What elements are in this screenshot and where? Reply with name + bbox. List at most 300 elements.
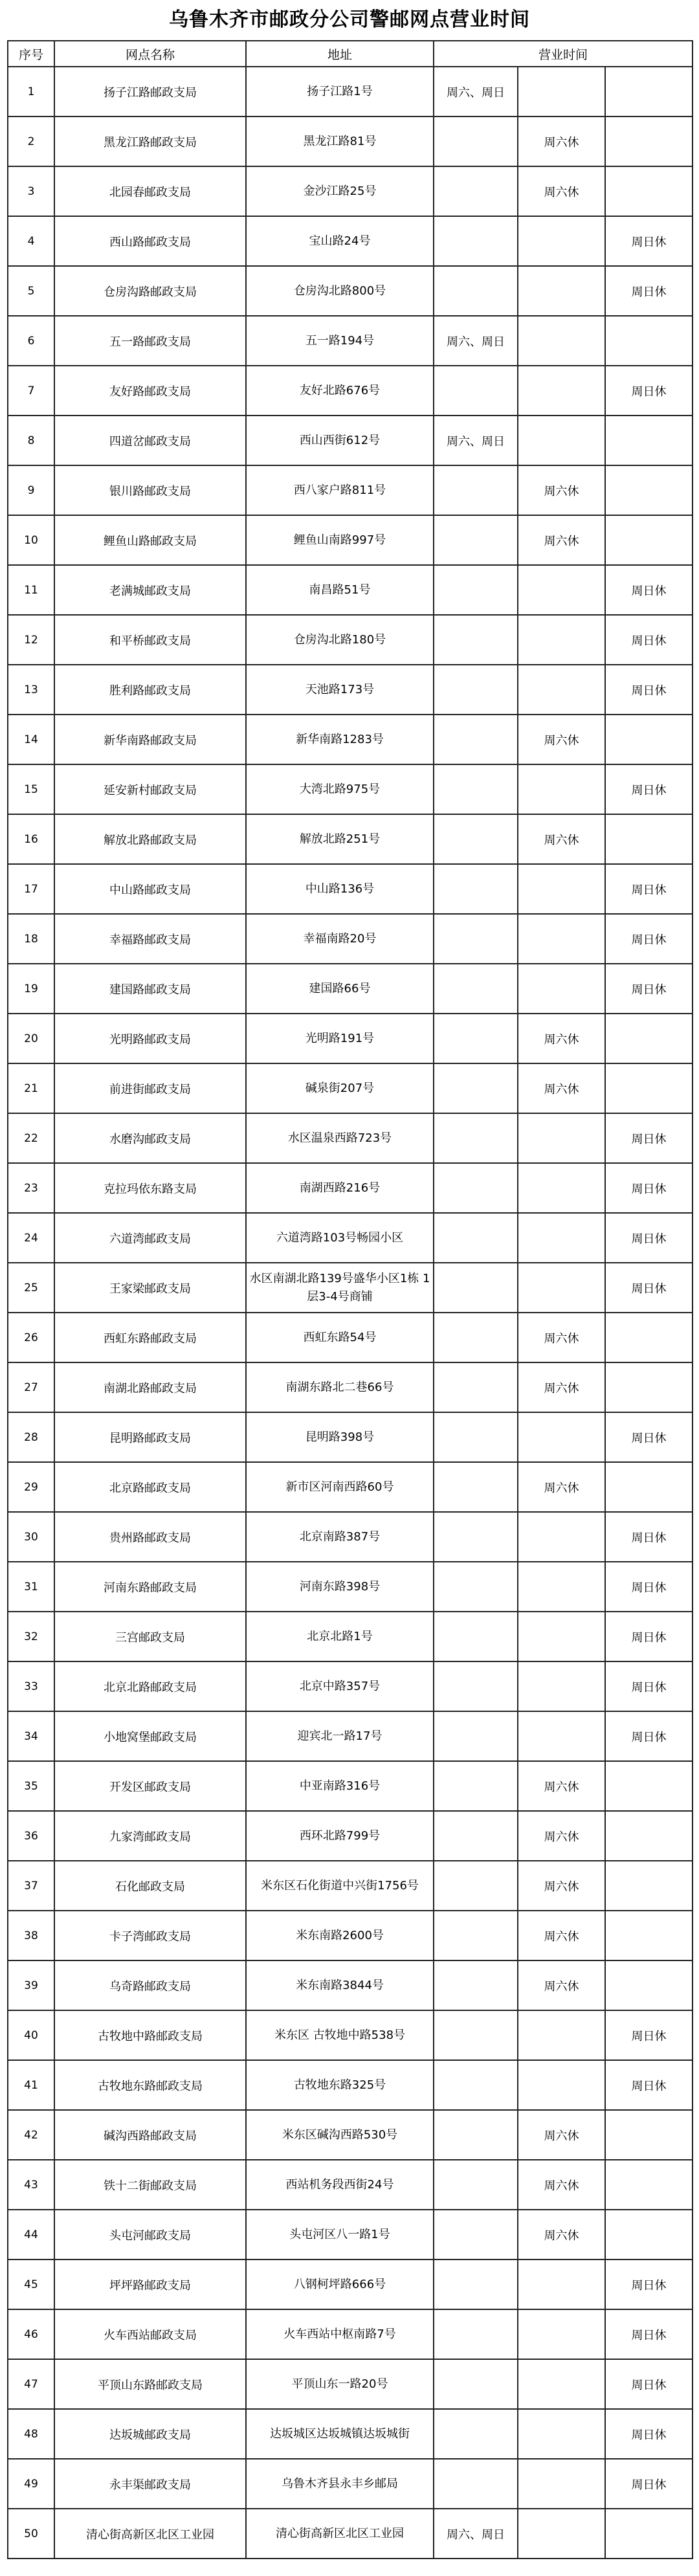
- hours-saturday-closed: 周六休: [518, 1911, 605, 1960]
- hours-saturday-closed: 周六休: [518, 1063, 605, 1113]
- table-row: [8, 216, 693, 266]
- branch-address: 北京中路357号: [246, 1661, 434, 1711]
- branch-name: 南湖北路邮政支局: [54, 1362, 246, 1412]
- row-number: 21: [8, 1063, 54, 1113]
- hours-sunday-closed: 周日休: [605, 2060, 693, 2110]
- branch-address: 南湖东路北二巷66号: [246, 1362, 434, 1412]
- branch-address: 米东区碱沟西路530号: [246, 2110, 434, 2160]
- row-number: 31: [8, 1562, 54, 1612]
- row-number: 24: [8, 1213, 54, 1263]
- hours-weekend: 周六、周日: [434, 416, 518, 465]
- branch-name: 五一路邮政支局: [54, 316, 246, 366]
- branch-address: 火车西站中枢南路7号: [246, 2309, 434, 2359]
- hours-sunday-closed: 周日休: [605, 1163, 693, 1213]
- hours-weekend: [434, 1362, 518, 1412]
- row-number: 39: [8, 1960, 54, 2010]
- branch-name: 铁十二街邮政支局: [54, 2160, 246, 2210]
- branch-address: 金沙江路25号: [246, 166, 434, 216]
- table-row: [8, 416, 693, 465]
- row-number: 20: [8, 1014, 54, 1063]
- table-row: [8, 2260, 693, 2309]
- hours-weekend: [434, 1911, 518, 1960]
- hours-saturday-closed: 周六休: [518, 814, 605, 864]
- hours-weekend: [434, 615, 518, 665]
- row-number: 32: [8, 1612, 54, 1661]
- hours-saturday-closed: 周六休: [518, 1362, 605, 1412]
- hours-saturday-closed: [518, 2509, 605, 2559]
- branch-name: 四道岔邮政支局: [54, 416, 246, 465]
- row-number: 38: [8, 1911, 54, 1960]
- branch-name: 火车西站邮政支局: [54, 2309, 246, 2359]
- branch-name: 王家梁邮政支局: [54, 1263, 246, 1313]
- hours-saturday-closed: 周六休: [518, 2210, 605, 2260]
- hours-weekend: [434, 1761, 518, 1811]
- hours-saturday-closed: [518, 316, 605, 366]
- hours-sunday-closed: 周日休: [605, 1412, 693, 1462]
- hours-saturday-closed: [518, 2010, 605, 2060]
- branch-name: 建国路邮政支局: [54, 964, 246, 1014]
- hours-weekend: [434, 665, 518, 715]
- hours-weekend: [434, 2260, 518, 2309]
- hours-sunday-closed: 周日休: [605, 914, 693, 964]
- row-number: 33: [8, 1661, 54, 1711]
- row-number: 6: [8, 316, 54, 366]
- header-name: 网点名称: [54, 41, 246, 67]
- hours-sunday-closed: 周日休: [605, 1612, 693, 1661]
- branch-name: 前进街邮政支局: [54, 1063, 246, 1113]
- table-row: [8, 1412, 693, 1462]
- hours-saturday-closed: 周六休: [518, 715, 605, 764]
- branch-address: 西山西街612号: [246, 416, 434, 465]
- hours-weekend: [434, 1412, 518, 1462]
- branch-address: 水区南湖北路139号盛华小区1栋 1层3-4号商铺: [246, 1263, 434, 1313]
- table-row: [8, 964, 693, 1014]
- hours-weekend: [434, 565, 518, 615]
- branch-name: 胜利路邮政支局: [54, 665, 246, 715]
- hours-saturday-closed: [518, 665, 605, 715]
- table-row: [8, 2010, 693, 2060]
- branch-name: 平顶山东路邮政支局: [54, 2359, 246, 2409]
- hours-weekend: 周六、周日: [434, 316, 518, 366]
- branch-name: 古牧地东路邮政支局: [54, 2060, 246, 2110]
- branch-address: 碱泉街207号: [246, 1063, 434, 1113]
- table-row: [8, 1263, 693, 1313]
- branch-name: 新华南路邮政支局: [54, 715, 246, 764]
- row-number: 2: [8, 117, 54, 166]
- hours-weekend: [434, 1960, 518, 2010]
- hours-weekend: [434, 864, 518, 914]
- hours-sunday-closed: [605, 1960, 693, 2010]
- branch-address: 西八家户路811号: [246, 465, 434, 515]
- hours-sunday-closed: 周日休: [605, 2309, 693, 2359]
- row-number: 10: [8, 515, 54, 565]
- branch-name: 永丰渠邮政支局: [54, 2459, 246, 2509]
- table-row: [8, 1213, 693, 1263]
- hours-weekend: [434, 1661, 518, 1711]
- row-number: 40: [8, 2010, 54, 2060]
- table-row: [8, 67, 693, 117]
- hours-sunday-closed: 周日休: [605, 2359, 693, 2409]
- hours-saturday-closed: [518, 764, 605, 814]
- hours-sunday-closed: [605, 316, 693, 366]
- hours-saturday-closed: 周六休: [518, 2110, 605, 2160]
- branch-address: 迎宾北一路17号: [246, 1711, 434, 1761]
- table-header-row: [8, 41, 693, 67]
- hours-weekend: [434, 2309, 518, 2359]
- branch-address: 水区温泉西路723号: [246, 1113, 434, 1163]
- table-row: [8, 764, 693, 814]
- branch-name: 延安新村邮政支局: [54, 764, 246, 814]
- branch-address: 黑龙江路81号: [246, 117, 434, 166]
- branch-address: 清心街高新区北区工业园: [246, 2509, 434, 2559]
- table-row: [8, 1014, 693, 1063]
- table-row: [8, 2060, 693, 2110]
- branch-name: 银川路邮政支局: [54, 465, 246, 515]
- hours-saturday-closed: 周六休: [518, 1811, 605, 1861]
- branch-address: 解放北路251号: [246, 814, 434, 864]
- row-number: 44: [8, 2210, 54, 2260]
- hours-sunday-closed: 周日休: [605, 2459, 693, 2509]
- hours-weekend: 周六、周日: [434, 67, 518, 117]
- hours-saturday-closed: [518, 2309, 605, 2359]
- hours-saturday-closed: [518, 1213, 605, 1263]
- branch-address: 幸福南路20号: [246, 914, 434, 964]
- hours-sunday-closed: 周日休: [605, 266, 693, 316]
- branch-address: 仓房沟北路180号: [246, 615, 434, 665]
- hours-saturday-closed: [518, 914, 605, 964]
- hours-saturday-closed: [518, 864, 605, 914]
- row-number: 16: [8, 814, 54, 864]
- branch-address: 昆明路398号: [246, 1412, 434, 1462]
- branch-address: 北京南路387号: [246, 1512, 434, 1562]
- hours-weekend: [434, 2160, 518, 2210]
- table-row: [8, 1861, 693, 1911]
- row-number: 3: [8, 166, 54, 216]
- branch-name: 卡子湾邮政支局: [54, 1911, 246, 1960]
- hours-weekend: [434, 2359, 518, 2409]
- table-row: [8, 1113, 693, 1163]
- branch-name: 和平桥邮政支局: [54, 615, 246, 665]
- row-number: 9: [8, 465, 54, 515]
- table-row: [8, 1811, 693, 1861]
- hours-weekend: [434, 1113, 518, 1163]
- branch-address: 米东南路2600号: [246, 1911, 434, 1960]
- table-row: [8, 465, 693, 515]
- branch-name: 头屯河邮政支局: [54, 2210, 246, 2260]
- branch-name: 水磨沟邮政支局: [54, 1113, 246, 1163]
- branch-name: 贵州路邮政支局: [54, 1512, 246, 1562]
- row-number: 27: [8, 1362, 54, 1412]
- table-row: [8, 1711, 693, 1761]
- branch-address: 八钢柯坪路666号: [246, 2260, 434, 2309]
- hours-saturday-closed: [518, 2409, 605, 2459]
- branch-address: 大湾北路975号: [246, 764, 434, 814]
- hours-sunday-closed: 周日休: [605, 2260, 693, 2309]
- branch-address: 中亚南路316号: [246, 1761, 434, 1811]
- row-number: 13: [8, 665, 54, 715]
- hours-weekend: [434, 1811, 518, 1861]
- table-row: [8, 1911, 693, 1960]
- hours-sunday-closed: 周日休: [605, 366, 693, 416]
- hours-saturday-closed: [518, 1512, 605, 1562]
- branch-name: 扬子江路邮政支局: [54, 67, 246, 117]
- hours-sunday-closed: 周日休: [605, 864, 693, 914]
- hours-saturday-closed: 周六休: [518, 1861, 605, 1911]
- hours-saturday-closed: [518, 1163, 605, 1213]
- branch-name: 坪坪路邮政支局: [54, 2260, 246, 2309]
- row-number: 34: [8, 1711, 54, 1761]
- branch-address: 新华南路1283号: [246, 715, 434, 764]
- hours-weekend: [434, 1063, 518, 1113]
- branch-address: 乌鲁木齐县永丰乡邮局: [246, 2459, 434, 2509]
- hours-saturday-closed: [518, 266, 605, 316]
- hours-sunday-closed: 周日休: [605, 565, 693, 615]
- hours-weekend: [434, 216, 518, 266]
- hours-sunday-closed: [605, 1811, 693, 1861]
- table-row: [8, 2409, 693, 2459]
- branch-hours-table: [7, 40, 693, 2559]
- row-number: 46: [8, 2309, 54, 2359]
- hours-weekend: [434, 1313, 518, 1362]
- branch-address: 鲤鱼山南路997号: [246, 515, 434, 565]
- table-row: [8, 715, 693, 764]
- hours-sunday-closed: 周日休: [605, 216, 693, 266]
- branch-address: 建国路66号: [246, 964, 434, 1014]
- row-number: 48: [8, 2409, 54, 2459]
- table-row: [8, 1063, 693, 1113]
- hours-saturday-closed: [518, 1612, 605, 1661]
- row-number: 14: [8, 715, 54, 764]
- hours-weekend: [434, 1562, 518, 1612]
- hours-saturday-closed: [518, 2060, 605, 2110]
- table-row: [8, 615, 693, 665]
- branch-name: 友好路邮政支局: [54, 366, 246, 416]
- branch-address: 新市区河南西路60号: [246, 1462, 434, 1512]
- hours-saturday-closed: 周六休: [518, 166, 605, 216]
- hours-sunday-closed: 周日休: [605, 1512, 693, 1562]
- branch-address: 米东区 古牧地中路538号: [246, 2010, 434, 2060]
- table-row: [8, 1462, 693, 1512]
- hours-saturday-closed: [518, 366, 605, 416]
- hours-weekend: [434, 2010, 518, 2060]
- hours-weekend: [434, 266, 518, 316]
- hours-sunday-closed: 周日休: [605, 615, 693, 665]
- branch-name: 克拉玛依东路支局: [54, 1163, 246, 1213]
- hours-saturday-closed: [518, 416, 605, 465]
- hours-saturday-closed: [518, 1263, 605, 1313]
- page-title: 乌鲁木齐市邮政分公司警邮网点营业时间: [169, 8, 530, 31]
- branch-address: 西站机务段西街24号: [246, 2160, 434, 2210]
- branch-name: 达坂城邮政支局: [54, 2409, 246, 2459]
- branch-address: 古牧地东路325号: [246, 2060, 434, 2110]
- hours-sunday-closed: 周日休: [605, 964, 693, 1014]
- hours-sunday-closed: [605, 715, 693, 764]
- table-body: [8, 67, 693, 2559]
- row-number: 43: [8, 2160, 54, 2210]
- table-row: [8, 1562, 693, 1612]
- hours-sunday-closed: [605, 2160, 693, 2210]
- hours-saturday-closed: 周六休: [518, 1761, 605, 1811]
- branch-address: 光明路191号: [246, 1014, 434, 1063]
- hours-sunday-closed: [605, 2509, 693, 2559]
- branch-name: 乌奇路邮政支局: [54, 1960, 246, 2010]
- branch-name: 仓房沟路邮政支局: [54, 266, 246, 316]
- row-number: 35: [8, 1761, 54, 1811]
- hours-weekend: [434, 366, 518, 416]
- hours-sunday-closed: 周日休: [605, 1263, 693, 1313]
- branch-name: 古牧地中路邮政支局: [54, 2010, 246, 2060]
- row-number: 15: [8, 764, 54, 814]
- table-row: [8, 366, 693, 416]
- hours-saturday-closed: [518, 2459, 605, 2509]
- row-number: 36: [8, 1811, 54, 1861]
- branch-name: 石化邮政支局: [54, 1861, 246, 1911]
- table-row: [8, 1313, 693, 1362]
- branch-address: 中山路136号: [246, 864, 434, 914]
- table-row: [8, 565, 693, 615]
- hours-saturday-closed: 周六休: [518, 465, 605, 515]
- branch-address: 头屯河区八一路1号: [246, 2210, 434, 2260]
- hours-weekend: [434, 1213, 518, 1263]
- hours-weekend: [434, 2210, 518, 2260]
- branch-name: 碱沟西路邮政支局: [54, 2110, 246, 2160]
- hours-sunday-closed: 周日休: [605, 2409, 693, 2459]
- hours-sunday-closed: [605, 1861, 693, 1911]
- hours-weekend: [434, 2060, 518, 2110]
- branch-address: 五一路194号: [246, 316, 434, 366]
- table-row: [8, 2309, 693, 2359]
- branch-address: 北京北路1号: [246, 1612, 434, 1661]
- row-number: 11: [8, 565, 54, 615]
- hours-weekend: [434, 1014, 518, 1063]
- hours-saturday-closed: [518, 1661, 605, 1711]
- hours-saturday-closed: 周六休: [518, 1462, 605, 1512]
- branch-name: 北京路邮政支局: [54, 1462, 246, 1512]
- hours-sunday-closed: 周日休: [605, 1711, 693, 1761]
- hours-weekend: [434, 2409, 518, 2459]
- row-number: 1: [8, 67, 54, 117]
- header-no: 序号: [8, 41, 54, 67]
- hours-sunday-closed: [605, 465, 693, 515]
- row-number: 50: [8, 2509, 54, 2559]
- branch-address: 平顶山东一路20号: [246, 2359, 434, 2409]
- hours-weekend: [434, 814, 518, 864]
- table-row: [8, 1761, 693, 1811]
- hours-weekend: [434, 1263, 518, 1313]
- hours-sunday-closed: [605, 117, 693, 166]
- table-row: [8, 1612, 693, 1661]
- branch-name: 河南东路邮政支局: [54, 1562, 246, 1612]
- branch-address: 六道湾路103号畅园小区: [246, 1213, 434, 1263]
- table-row: [8, 316, 693, 366]
- hours-weekend: 周六、周日: [434, 2509, 518, 2559]
- branch-name: 鲤鱼山路邮政支局: [54, 515, 246, 565]
- hours-weekend: [434, 764, 518, 814]
- hours-saturday-closed: 周六休: [518, 515, 605, 565]
- hours-sunday-closed: [605, 1313, 693, 1362]
- branch-name: 三宫邮政支局: [54, 1612, 246, 1661]
- table-row: [8, 814, 693, 864]
- hours-weekend: [434, 1512, 518, 1562]
- hours-sunday-closed: [605, 1014, 693, 1063]
- branch-address: 西虹东路54号: [246, 1313, 434, 1362]
- row-number: 26: [8, 1313, 54, 1362]
- hours-sunday-closed: [605, 166, 693, 216]
- hours-saturday-closed: [518, 565, 605, 615]
- hours-sunday-closed: [605, 1063, 693, 1113]
- hours-weekend: [434, 465, 518, 515]
- hours-weekend: [434, 914, 518, 964]
- hours-sunday-closed: [605, 515, 693, 565]
- branch-address: 达坂城区达坂城镇达坂城街: [246, 2409, 434, 2459]
- table-row: [8, 266, 693, 316]
- table-row: [8, 117, 693, 166]
- hours-saturday-closed: [518, 1113, 605, 1163]
- hours-sunday-closed: [605, 1761, 693, 1811]
- table-row: [8, 2210, 693, 2260]
- table-row: [8, 2459, 693, 2509]
- branch-address: 西环北路799号: [246, 1811, 434, 1861]
- row-number: 42: [8, 2110, 54, 2160]
- branch-name: 西虹东路邮政支局: [54, 1313, 246, 1362]
- branch-address: 河南东路398号: [246, 1562, 434, 1612]
- branch-name: 黑龙江路邮政支局: [54, 117, 246, 166]
- hours-sunday-closed: 周日休: [605, 1113, 693, 1163]
- hours-saturday-closed: 周六休: [518, 117, 605, 166]
- hours-saturday-closed: [518, 2260, 605, 2309]
- table-row: [8, 2509, 693, 2559]
- table-row: [8, 914, 693, 964]
- hours-weekend: [434, 715, 518, 764]
- branch-name: 清心街高新区北区工业园: [54, 2509, 246, 2559]
- row-number: 23: [8, 1163, 54, 1213]
- branch-address: 米东区石化街道中兴街1756号: [246, 1861, 434, 1911]
- row-number: 49: [8, 2459, 54, 2509]
- hours-saturday-closed: [518, 615, 605, 665]
- hours-weekend: [434, 964, 518, 1014]
- hours-saturday-closed: [518, 2359, 605, 2409]
- table-row: [8, 1661, 693, 1711]
- row-number: 45: [8, 2260, 54, 2309]
- header-hours: 营业时间: [434, 41, 693, 67]
- row-number: 25: [8, 1263, 54, 1313]
- hours-weekend: [434, 1462, 518, 1512]
- table-row: [8, 2160, 693, 2210]
- hours-saturday-closed: [518, 1562, 605, 1612]
- branch-name: 光明路邮政支局: [54, 1014, 246, 1063]
- table-row: [8, 1163, 693, 1213]
- branch-name: 北园春邮政支局: [54, 166, 246, 216]
- hours-sunday-closed: 周日休: [605, 1562, 693, 1612]
- row-number: 29: [8, 1462, 54, 1512]
- branch-address: 仓房沟北路800号: [246, 266, 434, 316]
- row-number: 7: [8, 366, 54, 416]
- hours-sunday-closed: [605, 2110, 693, 2160]
- branch-address: 扬子江路1号: [246, 67, 434, 117]
- branch-name: 解放北路邮政支局: [54, 814, 246, 864]
- row-number: 37: [8, 1861, 54, 1911]
- hours-saturday-closed: 周六休: [518, 1014, 605, 1063]
- hours-sunday-closed: 周日休: [605, 665, 693, 715]
- hours-sunday-closed: [605, 814, 693, 864]
- hours-sunday-closed: [605, 1462, 693, 1512]
- branch-address: 米东南路3844号: [246, 1960, 434, 2010]
- branch-name: 老满城邮政支局: [54, 565, 246, 615]
- hours-saturday-closed: 周六休: [518, 2160, 605, 2210]
- table-row: [8, 665, 693, 715]
- hours-sunday-closed: [605, 1362, 693, 1412]
- hours-weekend: [434, 117, 518, 166]
